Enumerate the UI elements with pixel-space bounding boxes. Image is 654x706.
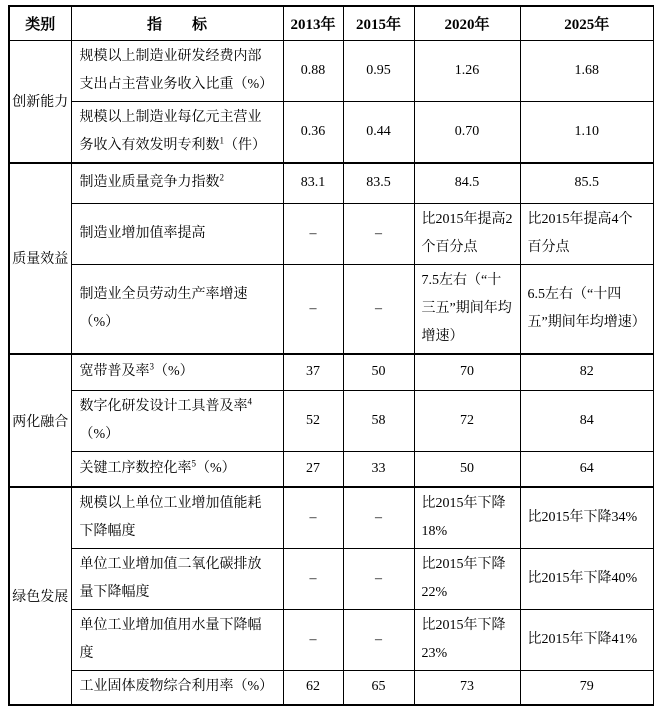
value-cell: 1.68 <box>520 40 654 101</box>
table-row <box>9 204 654 265</box>
value-cell: 比2015年提高2个百分点 <box>414 204 520 265</box>
indicator-text: 规模以上单位工业增加值能耗下降幅度 <box>79 496 262 539</box>
value-cell: – <box>283 610 343 671</box>
value-cell: 33 <box>343 451 414 487</box>
value-cell: 比2015年下降41% <box>520 610 654 671</box>
value-cell: – <box>343 610 414 671</box>
footnote-sup: 5 <box>191 458 196 469</box>
col-header-year-2025: 2025年 <box>520 6 654 40</box>
indicator-suffix: （%） <box>154 364 194 380</box>
table-row <box>9 390 654 451</box>
table-row <box>9 354 654 390</box>
category-cell-green: 绿色发展 <box>9 487 71 705</box>
value-cell: 比2015年下降34% <box>520 487 654 549</box>
table-row <box>9 549 654 610</box>
table-row <box>9 610 654 671</box>
value-cell: 64 <box>520 451 654 487</box>
table-row <box>9 265 654 355</box>
indicator-text: 制造业增加值率提高 <box>79 226 206 241</box>
indicator-text: 制造业质量竞争力指数 <box>79 175 220 191</box>
category-cell-integration: 两化融合 <box>9 354 71 487</box>
col-header-indicator: 指 标 <box>71 6 283 40</box>
value-cell: 62 <box>283 671 343 705</box>
value-cell: 1.10 <box>520 101 654 163</box>
value-cell: 比2015年提高4个百分点 <box>520 204 654 265</box>
indicator-cell <box>71 101 283 163</box>
value-cell: 58 <box>343 390 414 451</box>
value-cell: 73 <box>414 671 520 705</box>
indicator-cell <box>71 390 283 451</box>
col-header-year-2020: 2020年 <box>414 6 520 40</box>
value-cell: 84.5 <box>414 163 520 204</box>
value-cell: 比2015年下降23% <box>414 610 520 671</box>
value-cell: 84 <box>520 390 654 451</box>
footnote-sup: 2 <box>219 172 224 183</box>
indicator-cell <box>71 487 283 549</box>
indicator-text: 宽带普及率 <box>79 364 150 380</box>
value-cell: 79 <box>520 671 654 705</box>
indicator-suffix: （%） <box>196 460 236 476</box>
value-cell: 0.44 <box>343 101 414 163</box>
category-cell-innovation: 创新能力 <box>9 40 71 163</box>
indicator-text: 工业固体废物综合利用率（%） <box>79 679 274 695</box>
table-row <box>9 451 654 487</box>
table-row <box>9 163 654 204</box>
value-cell: 83.1 <box>283 163 343 204</box>
value-cell: 50 <box>343 354 414 390</box>
indicator-text: 规模以上制造业每亿元主营业务收入有效发明专利数 <box>79 109 262 153</box>
indicator-cell <box>71 451 283 487</box>
value-cell: 0.88 <box>283 40 343 101</box>
table-row <box>9 101 654 163</box>
value-cell: – <box>343 204 414 265</box>
footnote-sup: 3 <box>149 361 154 372</box>
indicator-text: 单位工业增加值用水量下降幅度 <box>79 618 262 661</box>
value-cell: 72 <box>414 390 520 451</box>
value-cell: 83.5 <box>343 163 414 204</box>
indicator-text: 数字化研发设计工具普及率 <box>79 398 248 414</box>
table-row <box>9 40 654 101</box>
indicator-text: 规模以上制造业研发经费内部支出占主营业务收入比重（%） <box>79 48 274 92</box>
indicator-cell <box>71 204 283 265</box>
indicator-cell <box>71 354 283 390</box>
manufacturing-indicators-table <box>8 5 654 706</box>
value-cell: – <box>343 487 414 549</box>
value-cell: 比2015年下降18% <box>414 487 520 549</box>
table-row <box>9 487 654 549</box>
col-header-year-2013: 2013年 <box>283 6 343 40</box>
value-cell: 比2015年下降22% <box>414 549 520 610</box>
indicator-cell <box>71 549 283 610</box>
indicator-text: 关键工序数控化率 <box>79 460 192 476</box>
indicator-cell <box>71 163 283 204</box>
value-cell: 0.36 <box>283 101 343 163</box>
value-cell: – <box>283 204 343 265</box>
indicator-cell <box>71 40 283 101</box>
value-cell: 0.70 <box>414 101 520 163</box>
value-cell: – <box>283 265 343 355</box>
value-cell: 6.5左右（“十四五”期间年均增速） <box>520 265 654 355</box>
value-cell: 比2015年下降40% <box>520 549 654 610</box>
col-header-category: 类别 <box>9 6 71 40</box>
indicator-text: 制造业全员劳动生产率增速（%） <box>79 287 248 330</box>
value-cell: – <box>283 549 343 610</box>
value-cell: – <box>343 549 414 610</box>
category-cell-quality: 质量效益 <box>9 163 71 355</box>
value-cell: 50 <box>414 451 520 487</box>
col-header-year-2015: 2015年 <box>343 6 414 40</box>
value-cell: 37 <box>283 354 343 390</box>
indicator-text: 单位工业增加值二氧化碳排放量下降幅度 <box>79 557 262 600</box>
indicator-suffix: （件） <box>224 137 266 153</box>
value-cell: – <box>343 265 414 355</box>
value-cell: 27 <box>283 451 343 487</box>
value-cell: 65 <box>343 671 414 705</box>
footnote-sup: 1 <box>219 134 224 145</box>
value-cell: 7.5左右（“十三五”期间年均增速） <box>414 265 520 355</box>
footnote-sup: 4 <box>247 395 252 406</box>
value-cell: – <box>283 487 343 549</box>
value-cell: 1.26 <box>414 40 520 101</box>
value-cell: 82 <box>520 354 654 390</box>
value-cell: 0.95 <box>343 40 414 101</box>
value-cell: 85.5 <box>520 163 654 204</box>
value-cell: 70 <box>414 354 520 390</box>
header-row <box>9 6 654 40</box>
indicator-suffix: （%） <box>79 426 120 442</box>
value-cell: 52 <box>283 390 343 451</box>
indicator-cell <box>71 610 283 671</box>
indicator-cell <box>71 265 283 355</box>
